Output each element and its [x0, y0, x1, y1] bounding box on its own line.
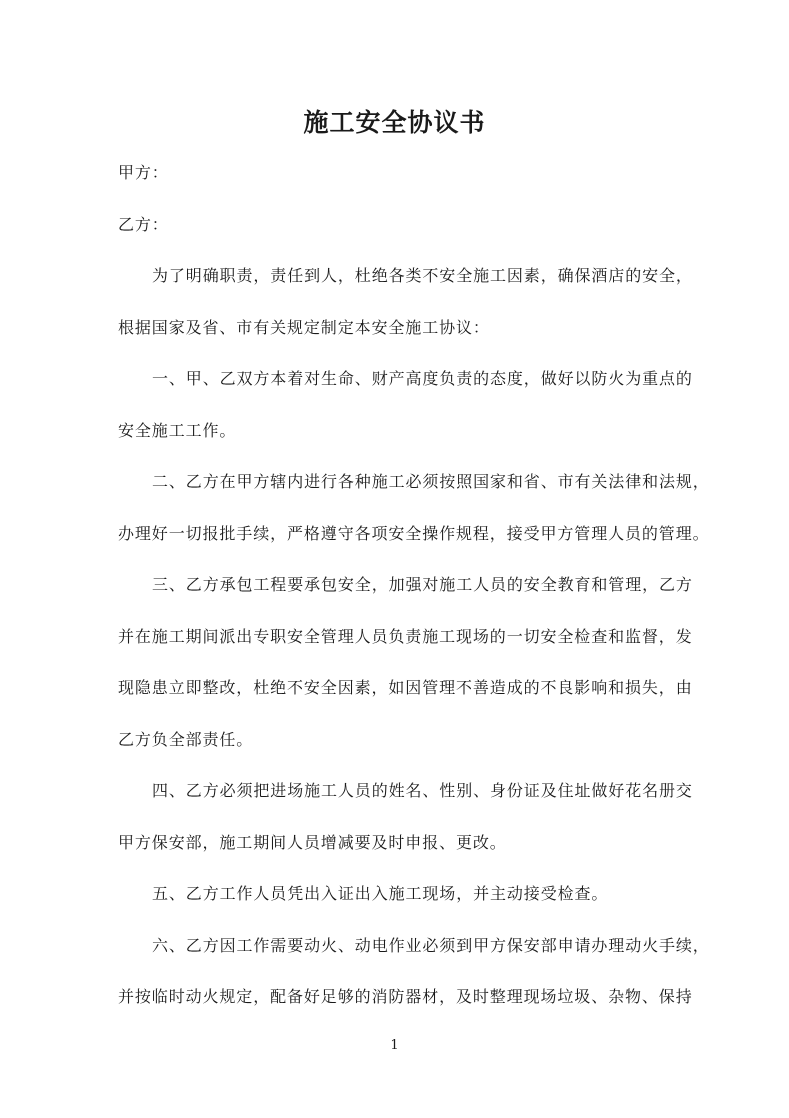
clause-3-line-1: 三、乙方承包工程要承包安全，加强对施工人员的安全教育和管理，乙方 — [152, 575, 693, 594]
clause-2-line-1: 二、乙方在甲方辖内进行各种施工必须按照国家和省、市有关法律和法规， — [152, 472, 710, 491]
clause-4-line-2: 甲方保安部，施工期间人员增减要及时申报、更改。 — [118, 833, 507, 852]
party-b-label: 乙方： — [118, 215, 169, 234]
clause-6-line-1: 六、乙方因工作需要动火、动电作业必须到甲方保安部申请办理动火手续， — [152, 936, 710, 955]
clause-6-line-2: 并按临时动火规定，配备好足够的消防器材，及时整理现场垃圾、杂物、保持 — [118, 987, 693, 1006]
clause-1-line-2: 安全施工工作。 — [118, 421, 237, 440]
clause-2-line-2: 办理好一切报批手续，严格遵守各项安全操作规程，接受甲方管理人员的管理。 — [118, 524, 710, 543]
clause-1-line-1: 一、甲、乙双方本着对生命、财产高度负责的态度，做好以防火为重点的 — [152, 369, 693, 388]
clause-4-line-1: 四、乙方必须把进场施工人员的姓名、性别、身份证及住址做好花名册交 — [152, 781, 693, 800]
clause-3-line-4: 乙方负全部责任。 — [118, 730, 254, 749]
clause-3-line-2: 并在施工期间派出专职安全管理人员负责施工现场的一切安全检查和监督，发 — [118, 627, 693, 646]
clause-5-line-1: 五、乙方工作人员凭出入证出入施工现场，并主动接受检查。 — [152, 884, 609, 903]
document-title: 施工安全协议书 — [303, 108, 486, 137]
clause-3-line-3: 现隐患立即整改，杜绝不安全因素，如因管理不善造成的不良影响和损失，由 — [118, 678, 693, 697]
paragraph-intro-line-1: 为了明确职责，责任到人，杜绝各类不安全施工因素，确保酒店的安全， — [152, 266, 693, 285]
page-number: 1 — [390, 1038, 399, 1053]
paragraph-intro-line-2: 根据国家及省、市有关规定制定本安全施工协议： — [118, 318, 490, 337]
party-a-label: 甲方： — [118, 163, 169, 182]
